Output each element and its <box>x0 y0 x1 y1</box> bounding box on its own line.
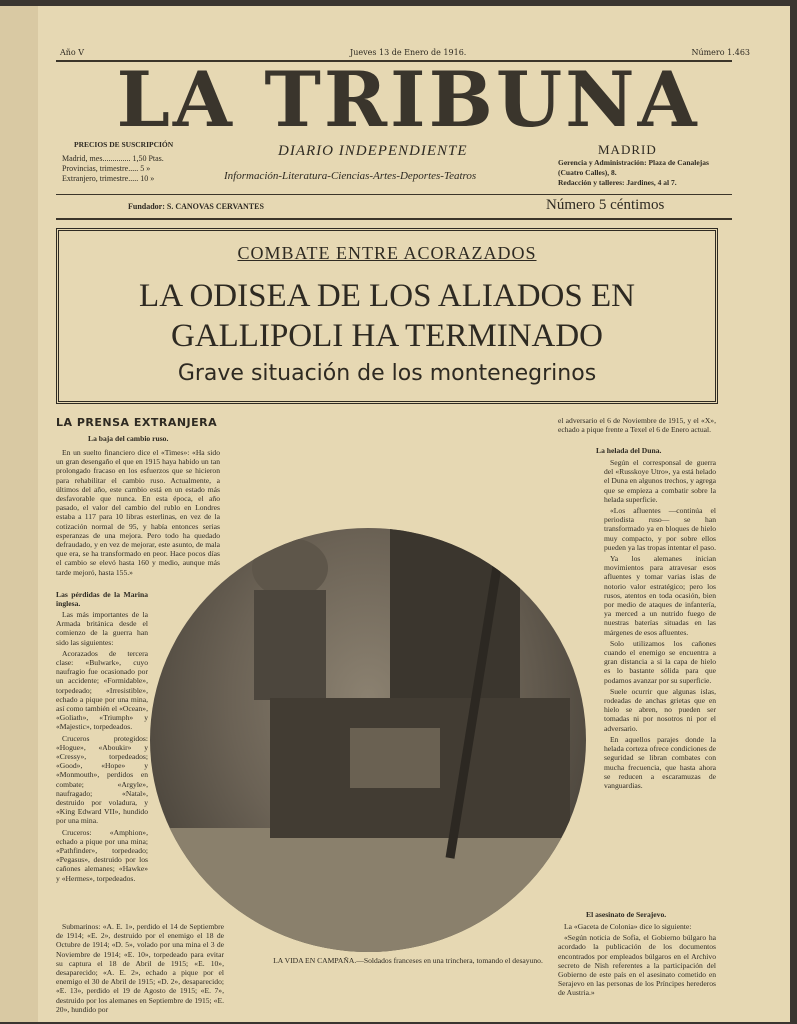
left-subhead-2: Las pérdidas de la Marina inglesa. <box>56 590 148 609</box>
city: MADRID <box>598 142 657 157</box>
masthead-logo: LA TRIBUNA <box>116 55 700 144</box>
war-photograph <box>150 528 586 952</box>
headline-title <box>59 276 715 356</box>
article-paragraph: Cruceros protegidos: «Hogue», «Aboukir» y «Cressy», torpedeados; «Good», «Hope» y «Monmouth», perdidos en combate; «Argyle», naufragado; «Natal», destruido por voladura, y «King Edward VII», hundido por una mina. <box>56 733 148 826</box>
issue-year: Año V <box>60 48 85 57</box>
left-article-top <box>56 448 220 590</box>
article-paragraph: Solo utilizamos los cañones cuando el enemigo se encuentra a gran distancia a si la capa de hielo es lo bastante sólida para que podamos avanzar por su superficie. <box>604 638 716 685</box>
headline-box <box>56 228 718 404</box>
article-paragraph: En un suelto financiero dice el «Times»: «Ha sido un gran desengaño el que en 1915 haya habido un tan prolongado fracaso en los esfuerzos que se hicieron para rehabilitar el cambio ruso. Actualmente, a últimos del año, este cambio está en un estado más desfavorable que nunca. En esta época, el año pasado, el valor del cambio del rublo en Londres estaba a 117 para 10 libras esterlinas, en vez de la cotización normal de 95, y había entonces serias esperanzas de una mejora. Pero todo ha quedado defraudado, y en vez de mejorar, este asunto, de mala que era, se ha transformado en peor. Hace pocos días el cambio se elevó hasta 160 y medio, aunque más tarde mejoró, hasta 155.» <box>56 448 220 577</box>
newspaper-page <box>38 6 790 1022</box>
tagline: DIARIO INDEPENDIENTE <box>278 143 468 159</box>
workshops-line: Redacción y talleres: Jardines, 4 al 7. <box>558 178 677 187</box>
article-paragraph: Las más importantes de la Armada británica desde el comienzo de la guerra han sido las siguientes: <box>56 610 148 647</box>
header-bottom-rule <box>56 218 732 220</box>
headline-title-line1: LA ODISEA DE LOS ALIADOS EN <box>139 278 635 314</box>
left-article-narrow <box>56 610 148 920</box>
left-subhead: La baja del cambio ruso. <box>88 434 169 443</box>
adjacent-page-edge <box>0 6 41 1022</box>
right-subhead: La helada del Duna. <box>596 446 662 455</box>
article-paragraph: La «Gaceta de Colonia» dice lo siguiente: <box>564 922 692 931</box>
article-paragraph: Según el corresponsal de guerra del «Russkoye Utro», ya está helado el Duna en algunos trechos, y agrega que se empieza a combatir sobre la helada superficie. <box>604 458 716 504</box>
headline-kicker: COMBATE ENTRE ACORAZADOS <box>237 243 537 263</box>
subscription-row: Madrid, mes.............. 1,50 Ptas. <box>62 154 164 163</box>
issue-number: Número 1.463 <box>691 48 750 57</box>
article-paragraph: Suele ocurrir que algunas islas, rodeadas de anchas grietas que en hielo se abren, no pueden ser tomadas ni por nosotros ni por el adversario. <box>604 686 716 733</box>
subscription-row: Provincias, trimestre..... 5 » <box>62 164 151 173</box>
sections-line: Información-Literatura-Ciencias-Artes-Deportes-Teatros <box>224 170 477 182</box>
right-intro: el adversario el 6 de Noviembre de 1915, y el «X», echado a pique frente a Texel el 6 de Enero actual. <box>558 416 716 435</box>
article-paragraph: En aquellos parajes donde la helada corteza ofrece condiciones de seguridad se libran combates con mucha frecuencia, que hasta ahora se reducen a escaramuzas de vanguardias. <box>604 734 716 790</box>
issue-date: Jueves 13 de Enero de 1916. <box>350 48 467 57</box>
article-paragraph: Acorazados de tercera clase: «Bulwark», cuyo naufragio fue ocasionado por un accidente; «Formidable», torpedeado; «Irresistible», echado a pique por una mina, así como también el «Ocean», «Goliath», «Triumph» y «Majestic», torpedeados. <box>56 648 148 732</box>
admin-line: Gerencia y Administración: Plaza de Canalejas (Cuatro Calles), 8. <box>558 158 709 177</box>
admin-address <box>558 158 718 188</box>
left-article-bottom <box>56 922 224 1018</box>
subscription-row: Extranjero, trimestre..... 10 » <box>62 174 155 183</box>
article-paragraph: Submarinos: «A. E. 1», perdido el 14 de Septiembre de 1914; «E. 2», destruido por el enemigo el 18 de Octubre de 1914; «D. 5», volado por una mina el 3 de Noviembre de 1914; «E. 10», torpedeado para evitar su captura el 18 de Abril de 1915; «E. 10», desaparecido; «A. E. 2», echado a pique por el enemigo el 30 de Abril de 1915; «D. 2», desaparecido; «E. 13», perdido el 19 de Agosto de 1915; «E. 7», destruido por los alemanes en Septiembre de 1915; «E. 20», hundido por <box>56 922 224 1014</box>
right-article-bottom <box>558 922 716 1018</box>
founder: Fundador: S. CANOVAS CERVANTES <box>128 202 264 211</box>
right-article <box>604 458 716 906</box>
article-paragraph: «Los afluentes —continúa el periodista ruso— se han transformado ya en bloques de hielo muy compacto, y por sobre ellos pueden ya las tropas intentar el paso. <box>604 506 716 552</box>
subscription-prices <box>62 154 222 184</box>
price: Número 5 céntimos <box>546 197 665 213</box>
headline-title-line2: GALLIPOLI HA TERMINADO <box>170 318 604 354</box>
article-paragraph: «Según noticia de Sofía, el Gobierno búlgaro ha acordado la publicación de los documentos encontrados por empleados búlgaros en el Archivo secreto de Nish referentes a la participación del Gobierno de este país en el asesinato cometido en Serajevo en las personas de los Príncipes herederos de Austria.» <box>558 933 716 998</box>
article-paragraph: Ya los alemanes inician movimientos para atravesar esos afluentes y tomar varias islas de notorio valor estratégico; pero los rusos, atentos en toda ocasión, bien por medio de ataques de infantería, ya merced a un nutrido fuego de nuestras baterías situadas en las márgenes de esos afluentes. <box>604 554 716 637</box>
article-paragraph: Cruceros: «Amphion», echado a pique por una mina; «Pathfinder», torpedeado; «Pegasus», destruido por los cañones alemanes; «Hawke» y «Hermes», torpedeados. <box>56 827 148 883</box>
headline-subtitle: Grave situación de los montenegrinos <box>177 361 597 386</box>
soldiers-illustration <box>150 528 586 952</box>
photo-caption: LA VIDA EN CAMPAÑA.—Soldados franceses en una trinchera, tomando el desayuno. <box>273 956 543 965</box>
right-subhead-2: El asesinato de Serajevo. <box>586 910 667 919</box>
subscription-title: PRECIOS DE SUSCRIPCIÓN <box>74 140 174 149</box>
mid-rule <box>56 194 732 195</box>
left-section-title: LA PRENSA EXTRANJERA <box>56 416 218 429</box>
